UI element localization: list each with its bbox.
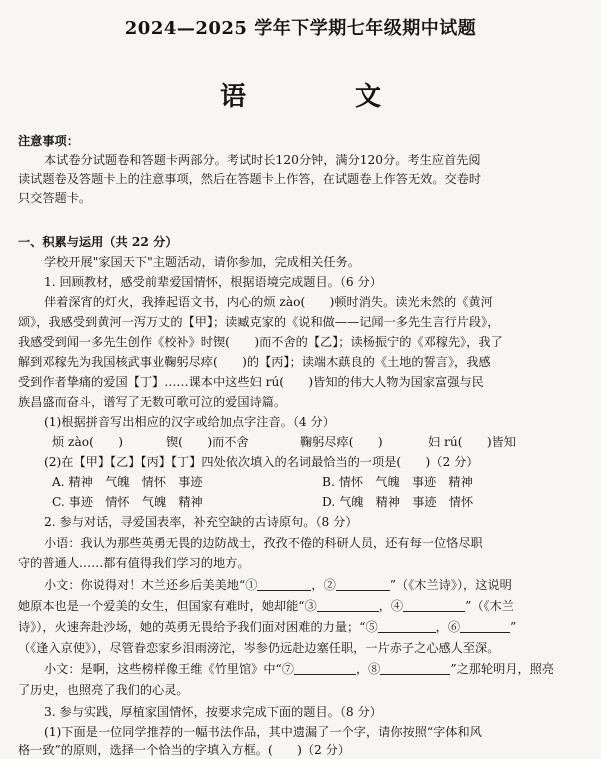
option-c: C. 事迹 情怀 气魄 精神 — [52, 495, 203, 509]
dialogue-line: 诗》），火速奔赴沙场，她的英勇无畏给予我们面对困难的力量；“⑤ ，⑥ ” — [18, 620, 517, 634]
passage-line: 伴着深宵的灯火，我捧起语文书，内心的烦 zào( )顿时消失。读光未然的《黄河 — [44, 295, 493, 309]
notice-line: 只交答题卡。 — [18, 191, 92, 205]
passage-line: 我感受到闻一多先生创作《校补》时锲( )而不舍的【乙】；读杨振宁的《邓稼先》，我了 — [18, 335, 503, 349]
dialogue-line: 了历史，也照亮了我们的心灵。 — [18, 683, 189, 697]
section-heading: 一、积累与运用（共 22 分） — [18, 235, 178, 249]
exam-title: 2024—2025 学年下学期七年级期中试题 — [124, 18, 477, 39]
answer-blank[interactable] — [294, 662, 356, 675]
subquestion-2-prompt: (2)在【甲】【乙】【丙】【丁】四处依次填入的名词最恰当的一项是( )（2 分） — [44, 455, 479, 469]
passage-line: 颂》，我感受到黄河一泻万丈的【甲】；读臧克家的《说和做——记闻一多先生言行片段》， — [18, 315, 500, 329]
subquestion-1-prompt: (1)根据拼音写出相应的汉字或给加点字注音。（4 分） — [44, 415, 335, 429]
option-b: B. 情怀 气魄 事迹 精神 — [322, 475, 473, 489]
option-d: D. 气魄 精神 事迹 情怀 — [322, 495, 474, 509]
notice-line: 读试题卷及答题卡上的注意事项，然后在答题卡上作答，在试题卷上作答无效。交卷时 — [18, 172, 482, 186]
question-3-line: 格一致”的原则，选择一个恰当的字填入方框。( )（2 分） — [18, 743, 351, 757]
answer-blank[interactable] — [378, 620, 436, 633]
answer-blank[interactable] — [460, 620, 510, 633]
dialogue-line: 小文：是啊，这些榜样像王维《竹里馆》中“⑦ ，⑧ ”之那轮明月，照亮 — [44, 662, 555, 676]
question-1-title: 1. 回顾教材，感受前辈爱国情怀，根据语境完成题目。（6 分） — [44, 275, 382, 289]
dialogue-line: 小文：你说得对！木兰还乡后美美地“① ，② ”（《木兰诗》），这说明 — [44, 578, 512, 592]
question-3-title: 3. 参与实践，厚植家国情怀，按要求完成下面的题目。（8 分） — [44, 705, 382, 719]
pinyin-item: 鞠躬尽瘁( ) — [300, 435, 383, 449]
question-3-line: (1)下面是一位同学推荐的一幅书法作品，其中遗漏了一个字，请你按照“字体和风 — [44, 725, 482, 739]
notice-heading: 注意事项： — [18, 134, 79, 148]
passage-line: 族昌盛而奋斗，谱写了无数可歌可泣的爱国诗篇。 — [18, 395, 287, 409]
pinyin-item: 锲( )而不舍 — [166, 435, 249, 449]
passage-line: 解到邓稼先为我国核武事业鞠躬尽瘁( )的【丙】；读端木蕻良的《土地的誓言》，我感 — [18, 355, 491, 369]
answer-blank[interactable] — [380, 662, 450, 675]
passage-line: 受到作者挚痛的爱国【丁】……课本中这些妇 rú( )皆知的伟大人物为国家富强与民 — [18, 375, 484, 389]
notice-line: 本试卷分试题卷和答题卡两部分。考试时长120分钟，满分120分。考生应首先阅 — [44, 153, 481, 167]
dialogue-line: 守的普通人……都有值得我们学习的地方。 — [18, 556, 250, 570]
question-2-title: 2. 参与对话，寻爱国表率，补充空缺的古诗原句。（8 分） — [44, 515, 358, 529]
option-a: A. 精神 气魄 情怀 事迹 — [52, 475, 203, 489]
subject-title: 语 文 — [219, 82, 432, 112]
dialogue-line: 小语：我认为那些英勇无畏的边防战士，孜孜不倦的科研人员，还有每一位恪尽职 — [44, 536, 483, 550]
answer-blank[interactable] — [336, 578, 390, 591]
answer-blank[interactable] — [257, 578, 311, 591]
section-intro: 学校开展"家国天下"主题活动，请你参加，完成相关任务。 — [44, 255, 360, 269]
answer-blank[interactable] — [403, 599, 465, 612]
dialogue-line: （《逢入京使》），尽管眷恋家乡泪雨滂沱，岑参仍远赴边塞任职，一片赤子之心感人至深。 — [18, 641, 500, 655]
pinyin-item: 烦 zào( ) — [52, 435, 123, 449]
answer-blank[interactable] — [317, 599, 379, 612]
dialogue-line: 她原本也是一个爱美的女生，但国家有难时，她却能“③ ，④ ”（《木兰 — [18, 599, 514, 613]
pinyin-item: 妇 rú( )皆知 — [428, 435, 516, 449]
